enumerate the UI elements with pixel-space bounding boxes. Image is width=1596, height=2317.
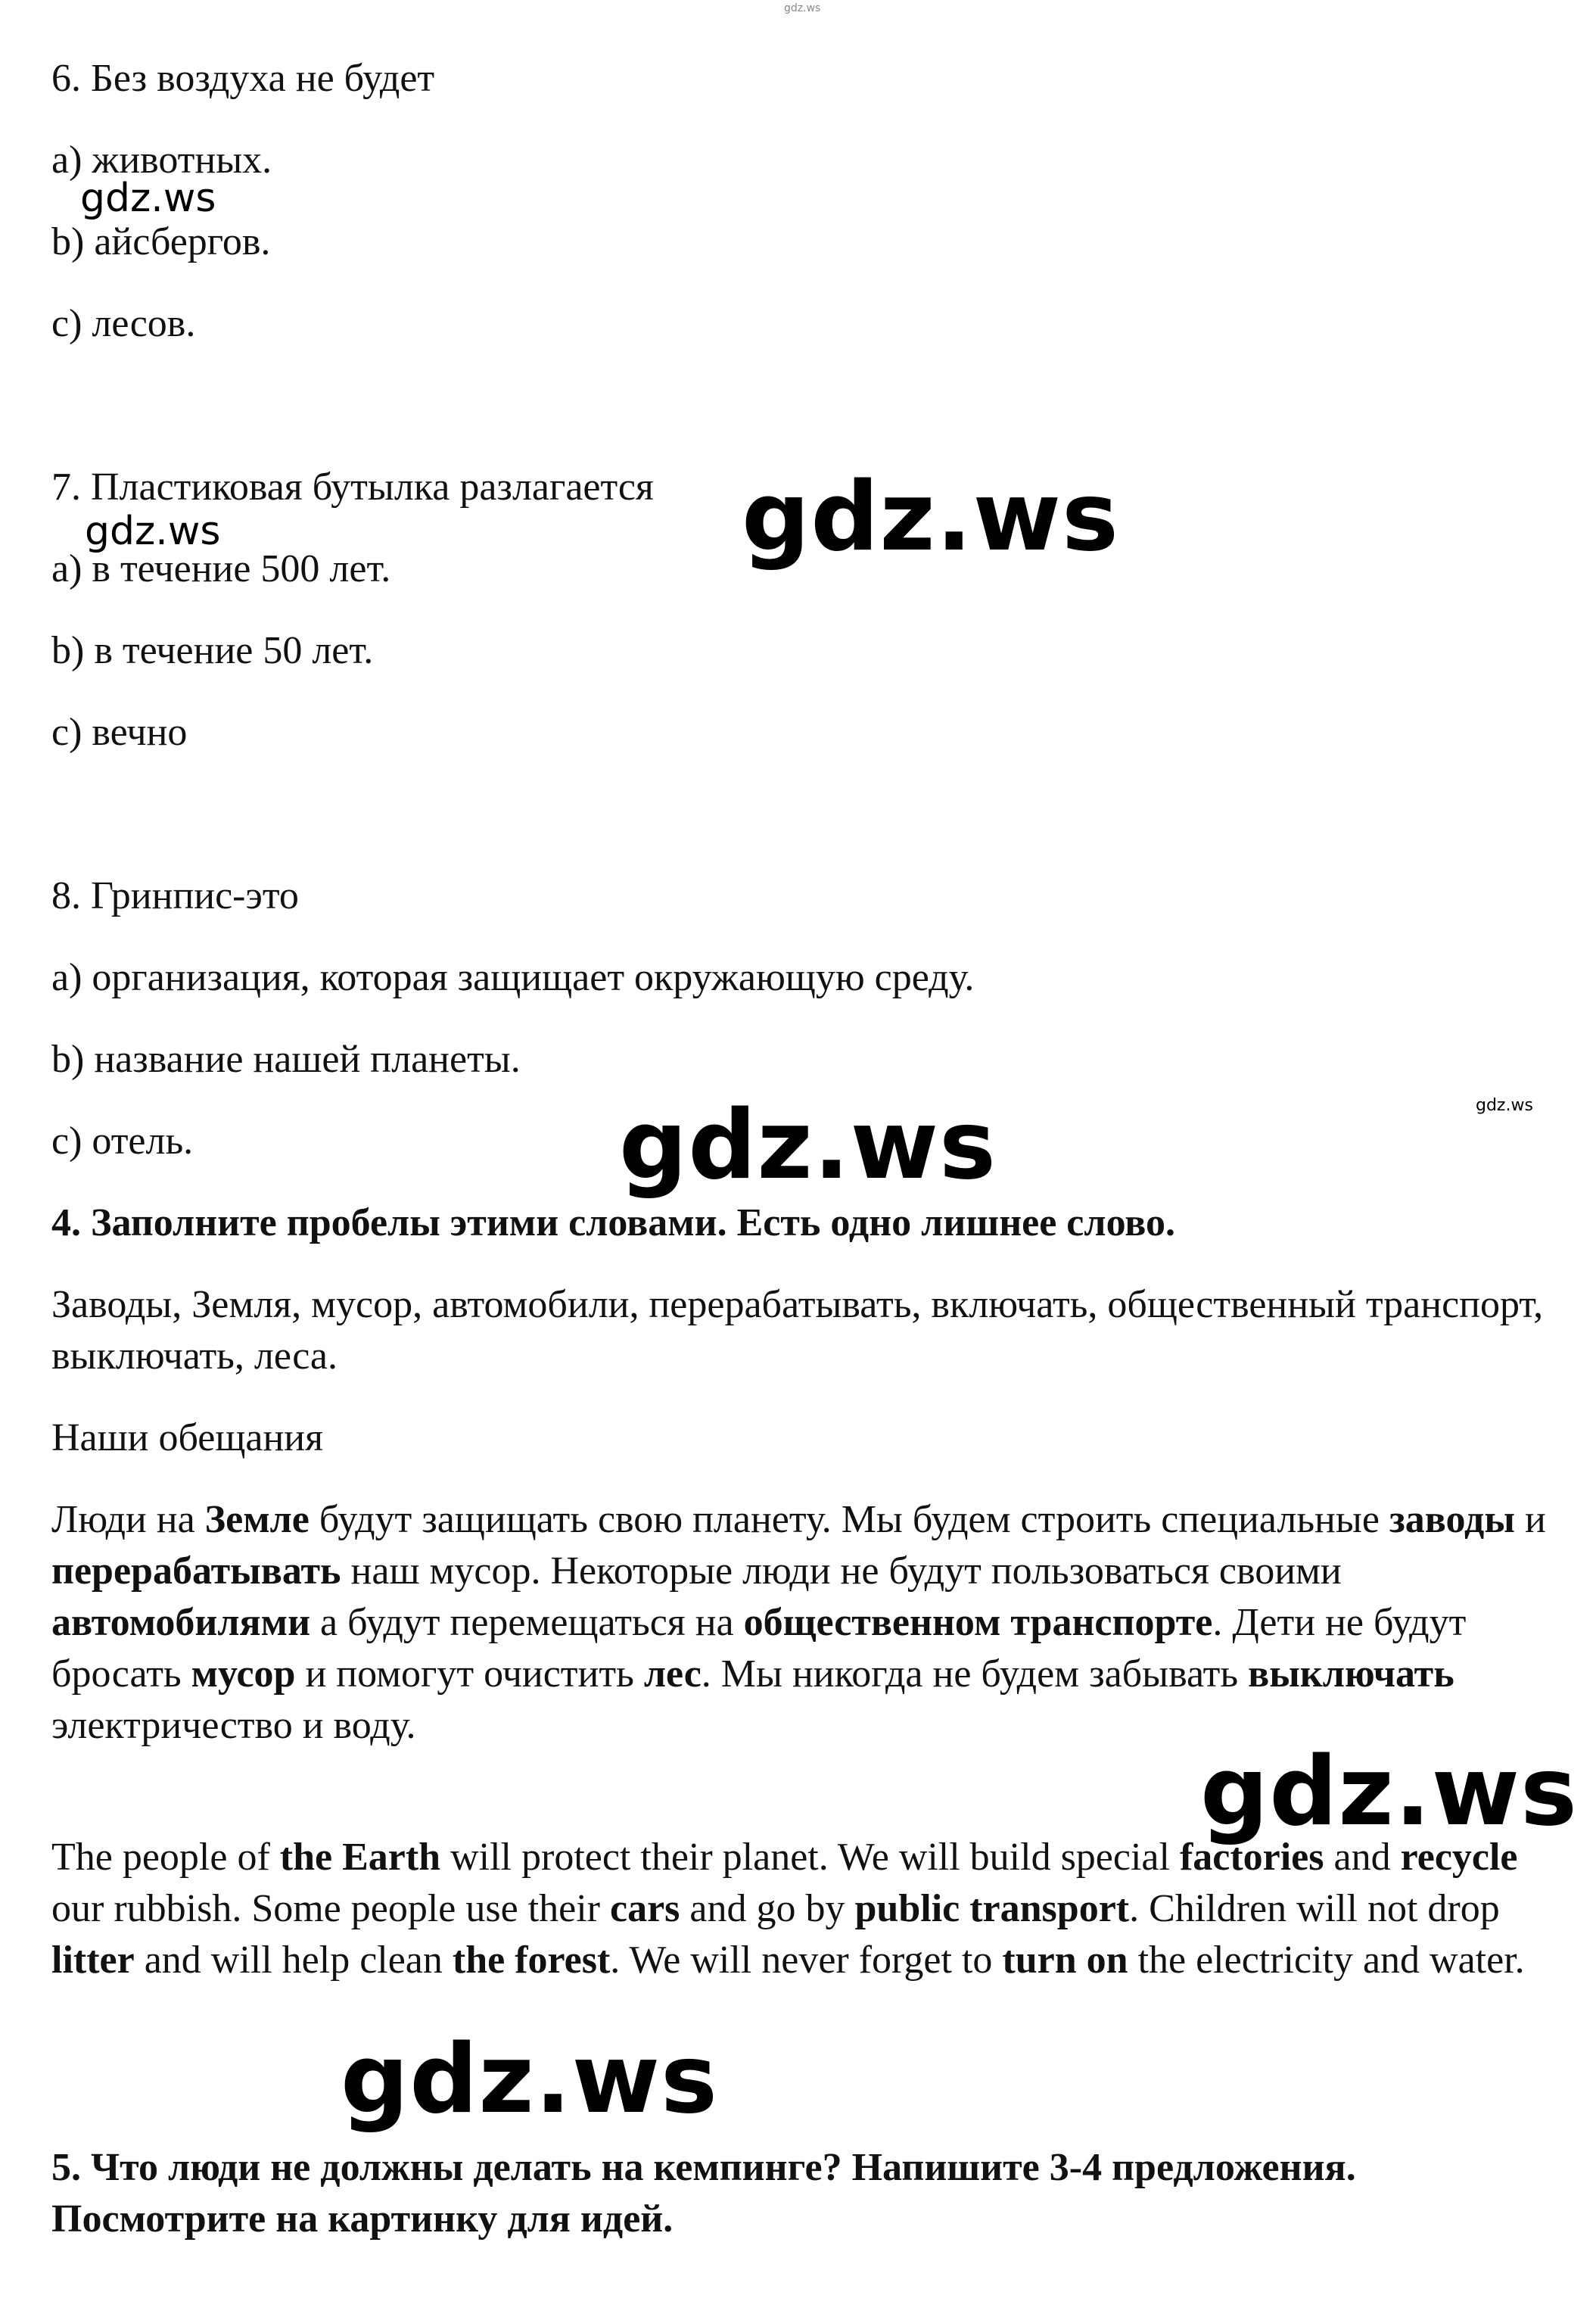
task4-russian-text	[51, 1494, 1565, 1752]
q6-option-c: c) лесов.	[51, 302, 196, 345]
q8-option-b: b) название нашей планеты.	[51, 1038, 521, 1081]
en-answer: the forest	[452, 1939, 611, 1982]
ru-answer: выключать	[1248, 1652, 1454, 1696]
ru-text: Люди на	[51, 1498, 205, 1541]
ru-text: . Мы никогда не будем забывать	[701, 1652, 1249, 1696]
watermark-small-2: gdz.ws	[85, 509, 221, 554]
q8-option-a: a) организация, которая защищает окружающую среду.	[51, 956, 975, 999]
q8-question: 8. Гринпис-это	[51, 874, 299, 917]
q6-question: 6. Без воздуха не будет	[51, 57, 435, 100]
en-text: will protect their planet. We will build special	[440, 1836, 1180, 1879]
q7-option-a: a) в течение 500 лет.	[51, 547, 391, 590]
watermark-large-2: gdz.ws	[619, 1089, 997, 1201]
task4-english-text	[51, 1832, 1565, 1986]
ru-answer: лес	[643, 1652, 702, 1696]
ru-text: электричество и воду.	[51, 1704, 416, 1747]
q7-question: 7. Пластиковая бутылка разлагается	[51, 466, 654, 509]
q8-option-c: c) отель.	[51, 1120, 194, 1163]
watermark-large-3: gdz.ws	[1200, 1736, 1578, 1847]
en-text: and will help clean	[134, 1939, 453, 1982]
watermark-small-1: gdz.ws	[80, 176, 216, 221]
ru-text: и	[1514, 1498, 1546, 1541]
en-answer: factories	[1179, 1836, 1324, 1879]
task5-heading-line2: Посмотрите на картинку для идей.	[51, 2197, 674, 2241]
ru-answer: общественном транспорте	[743, 1601, 1213, 1644]
q7-option-c: c) вечно	[51, 711, 188, 754]
ru-text: наш мусор. Некоторые люди не будут пользоваться своими	[341, 1549, 1342, 1593]
watermark-large-4: gdz.ws	[341, 2023, 718, 2135]
q7-option-b: b) в течение 50 лет.	[51, 629, 374, 672]
en-text: . Children will not drop	[1129, 1887, 1500, 1930]
ru-text: будут защищать свою планету. Мы будем строить специальные	[309, 1498, 1389, 1541]
en-text: the electricity and water.	[1128, 1939, 1525, 1982]
ru-answer: заводы	[1389, 1498, 1515, 1541]
en-answer: litter	[51, 1939, 135, 1982]
ru-answer: автомобилями	[51, 1601, 311, 1644]
q6-option-a: a) животных.	[51, 139, 272, 182]
task5-heading-line1: 5. Что люди не должны делать на кемпинге? Напишите 3-4 предложения.	[51, 2146, 1356, 2189]
watermark-large-1: gdz.ws	[742, 461, 1119, 572]
en-text: and go by	[680, 1887, 855, 1930]
ru-answer: перерабатывать	[51, 1549, 341, 1593]
watermark-top: gdz.ws	[784, 2, 821, 14]
task4-word-bank: Заводы, Земля, мусор, автомобили, перерабатывать, включать, общественный транспорт, выключать, леса.	[51, 1283, 1544, 1378]
ru-text: а будут перемещаться на	[310, 1601, 744, 1644]
en-answer: the Earth	[279, 1836, 441, 1879]
ru-answer: мусор	[191, 1652, 296, 1696]
en-text: our rubbish. Some people use their	[51, 1887, 610, 1930]
ru-answer: Земле	[204, 1498, 310, 1541]
task4-heading: 4. Заполните пробелы этими словами. Есть одно лишнее слово.	[51, 1201, 1175, 1244]
en-answer: recycle	[1400, 1836, 1518, 1879]
en-answer: turn on	[1002, 1939, 1128, 1982]
en-answer: cars	[609, 1887, 680, 1930]
en-text: and	[1324, 1836, 1401, 1879]
ru-text: и помогут очистить	[295, 1652, 644, 1696]
task4-story-title: Наши обещания	[51, 1416, 324, 1459]
en-text: . We will never forget to	[610, 1939, 1003, 1982]
q6-option-b: b) айсбергов.	[51, 220, 271, 263]
en-answer: public transport	[854, 1887, 1130, 1930]
en-text: The people of	[51, 1836, 280, 1879]
watermark-tiny-right: gdz.ws	[1476, 1096, 1533, 1115]
ru-text: . Дети не будут бросать	[51, 1601, 1467, 1696]
